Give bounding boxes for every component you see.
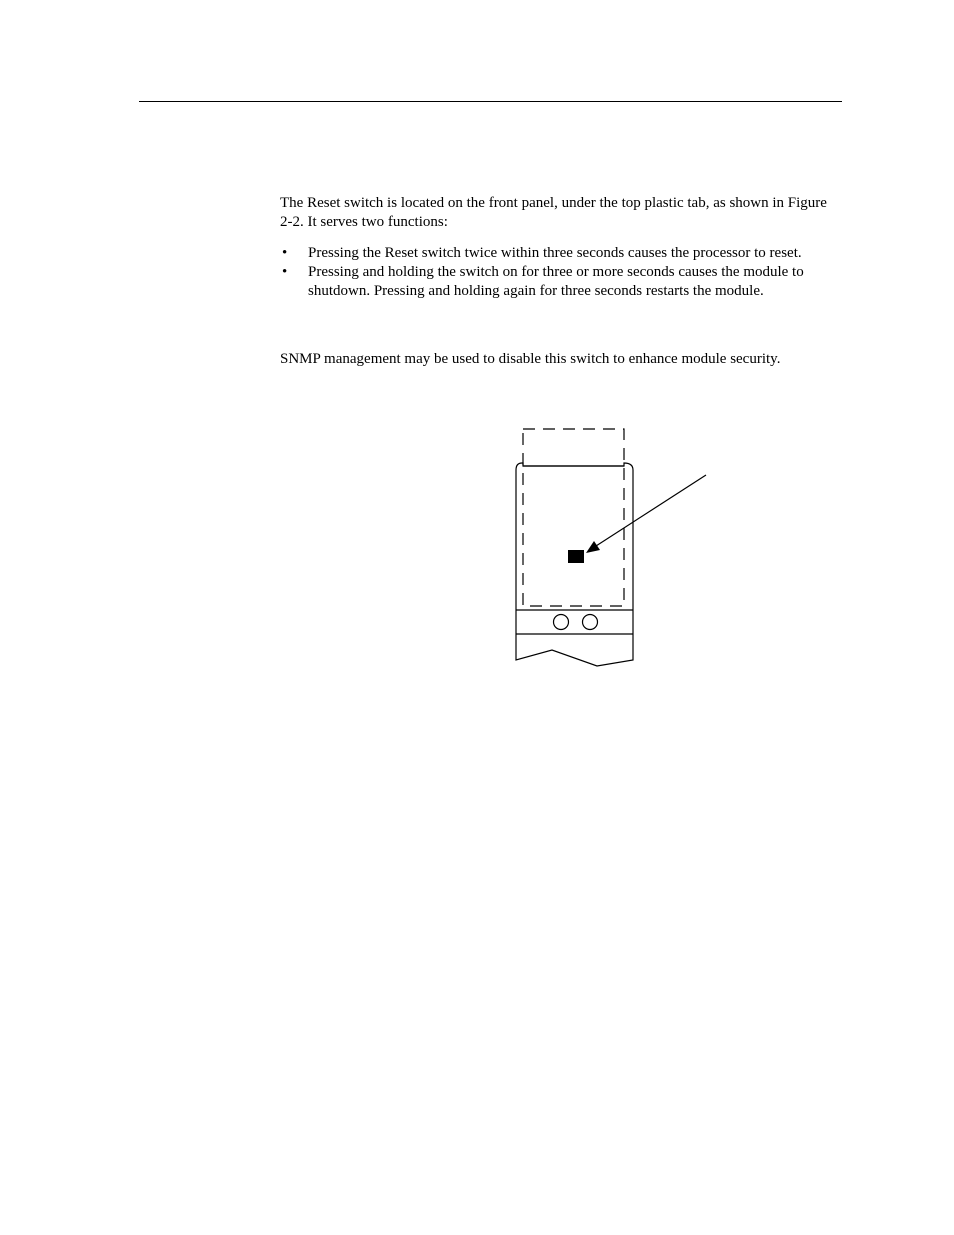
bullet-list: [280, 244, 843, 301]
bullet-icon: •: [282, 245, 288, 261]
header-rule: [139, 101, 842, 102]
list-item: [280, 263, 843, 301]
led-indicator-icon: [583, 615, 598, 630]
led-indicator-icon: [554, 615, 569, 630]
list-item: [280, 244, 843, 263]
reset-switch-icon: [568, 550, 584, 563]
bullet-text: Pressing and holding the switch on for three or more seconds causes the module to shutdown. Pressing and holding again for three seconds restarts the module.: [308, 264, 804, 299]
intro-paragraph: The Reset switch is located on the front panel, under the top plastic tab, as shown in Figure 2-2. It serves two functions:: [280, 195, 827, 230]
closing-paragraph: SNMP management may be used to disable this switch to enhance module security.: [280, 351, 781, 367]
reset-switch-figure: [510, 425, 710, 670]
bullet-text: Pressing the Reset switch twice within three seconds causes the processor to reset.: [308, 245, 802, 261]
front-panel-outline: [516, 463, 633, 666]
bullet-icon: •: [282, 264, 288, 280]
